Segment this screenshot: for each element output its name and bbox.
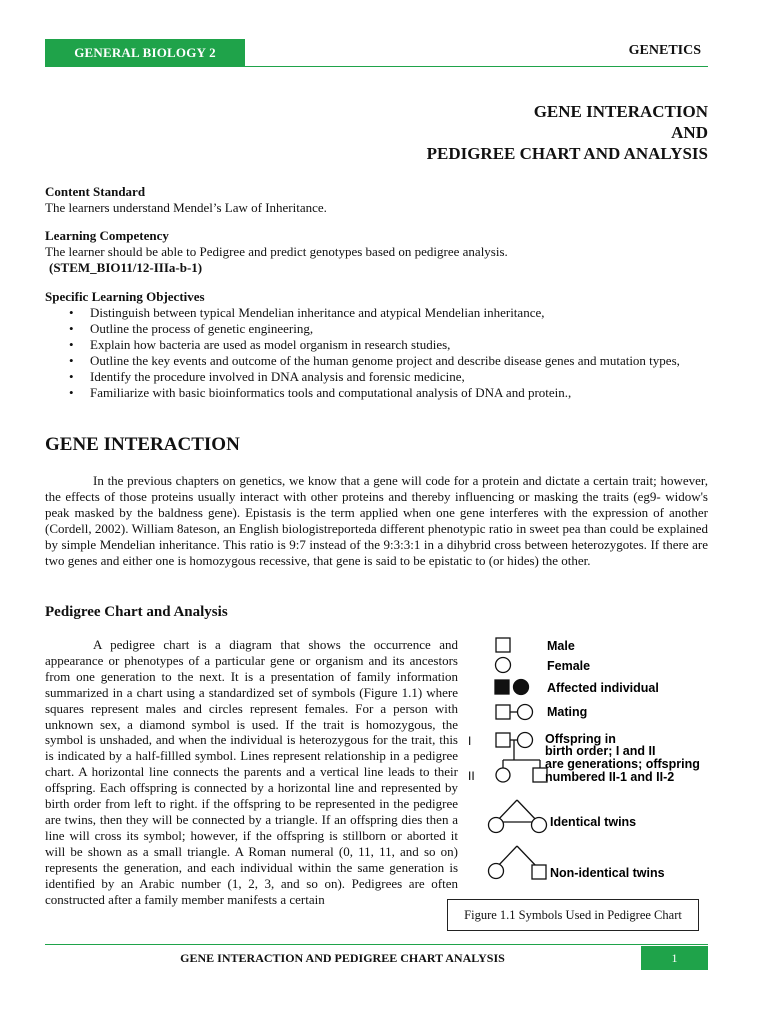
- label-offspring-1: Offspring in: [545, 732, 616, 746]
- figure-caption: Figure 1.1 Symbols Used in Pedigree Chart: [447, 899, 699, 931]
- title-line-2: AND: [671, 123, 708, 142]
- label-affected: Affected individual: [547, 681, 659, 695]
- label-male: Male: [547, 639, 575, 653]
- content-standard: [45, 184, 713, 216]
- mating-male-icon: [496, 705, 510, 719]
- list-item: • Outline the process of genetic engineering,: [69, 321, 314, 336]
- identical-twin-female-icon: [489, 818, 504, 833]
- bullet-icon: •: [69, 305, 74, 320]
- label-female: Female: [547, 659, 591, 673]
- mating-female-icon: [518, 705, 533, 720]
- parent-male-icon: [496, 733, 510, 747]
- page-number: 1: [641, 946, 708, 970]
- title-line-3: PEDIGREE CHART AND ANALYSIS: [426, 144, 708, 163]
- learning-competency: [45, 228, 713, 276]
- bullet-icon: •: [69, 369, 74, 384]
- label-offspring-4: numbered II-1 and II-2: [545, 770, 675, 784]
- label-identical-twins: Identical twins: [550, 815, 637, 829]
- learning-objectives: [45, 289, 713, 401]
- offspring-female-icon: [496, 768, 510, 782]
- pedigree-heading: Pedigree Chart and Analysis: [45, 604, 228, 620]
- label-nonidentical-twins: Non-identical twins: [550, 866, 665, 880]
- header-divider: [45, 66, 708, 67]
- female-circle-icon: [496, 658, 511, 673]
- generation-1-label: I: [468, 734, 472, 748]
- nonidentical-twin-female-icon: [489, 864, 504, 879]
- list-item: • Outline the key events and outcome of the human genome project and describe disease genes and mutation types,: [69, 353, 680, 368]
- content-standard-heading: Content Standard: [45, 184, 146, 199]
- page-title: [300, 101, 708, 164]
- label-offspring-2: birth order; I and II: [545, 744, 656, 758]
- parent-female-icon: [518, 733, 533, 748]
- bullet-icon: •: [69, 385, 74, 400]
- list-item: • Familiarize with basic bioinformatics tools and computational analysis of DNA and protein.,: [69, 385, 572, 400]
- pedigree-paragraph: A pedigree chart is a diagram that shows the occurrence and appearance or phenotypes of a particular gene or organism and its ancestors from one generation to the next. It is a presentation of family information summarized in a chart using a standardized set of symbols (Figure 1.1) where squares represent males and circles represent females. For a person with unknown sex, a diamond symbol is used. If the trait is homozygous, the symbol is unshaded, and when the individual is heterozygous for the trait, this is indicated by a half-fillled symbol. Lines represent relationship in a pedigree chart. A horizontal line connects the parents and a vertical line leads to their offspring. Each offspring is connected by a horizontal line and represented by birth order from left to right. if the offspring to be represented in the pedigree are twins, then they will be connected by a triangle. If an offspring dies then a line will cross its symbol; however, if the offspring is stillborn or aborted it will be shown as a small triangle. A Roman numeral (0, 11, 11, and so on) represents the generation, and each individual within the same generation is identified by an Arabic number (1, 2, 3, and so on). Pedigrees are often constructed after a family member manifests a certain: [45, 637, 458, 907]
- learning-competency-text: The learner should be able to Pedigree and predict genotypes based on pedigree analysis.: [45, 244, 508, 259]
- male-square-icon: [496, 638, 510, 652]
- gene-interaction-heading: GENE INTERACTION: [45, 434, 240, 455]
- footer-title: GENE INTERACTION AND PEDIGREE CHART ANALYSIS: [180, 951, 505, 965]
- title-line-1: GENE INTERACTION: [533, 102, 708, 121]
- label-offspring-3: are generations; offspring: [545, 757, 700, 771]
- content-standard-text: The learners understand Mendel’s Law of Inheritance.: [45, 200, 327, 215]
- gene-interaction-paragraph: In the previous chapters on genetics, we know that a gene will code for a protein and dictate a certain trait; however, the effects of those proteins usually interact with other proteins and thereby influencing or masking the traits (eg9- widow's peak masked by the baldness gene). Epistasis is the term applied when one gene interferes with the expression of another (Cordell, 2002). William 8ateson, an English biologistreporteda different phenotypic ratio in sweet pea than could be explained by simple Mendelian inheritance. This ratio is 9:7 instead of the 9:3:3:1 in a dihybrid cross between heterozygotes. If there are two genes and either one is homozygous recessive, that gene is said to be epistatic to (or hides) the other.: [45, 473, 708, 569]
- affected-female-icon: [514, 680, 529, 695]
- pedigree-symbols-figure: [460, 632, 720, 894]
- learning-competency-code: (STEM_BIO11/12-IIIa-b-1): [49, 260, 203, 275]
- bullet-icon: •: [69, 321, 74, 336]
- footer-divider: [45, 944, 708, 945]
- list-item: • Distinguish between typical Mendelian inheritance and atypical Mendelian inheritance,: [69, 305, 545, 320]
- course-tag: GENERAL BIOLOGY 2: [45, 39, 245, 66]
- list-item: • Identify the procedure involved in DNA analysis and forensic medicine,: [69, 369, 465, 384]
- generation-2-label: II: [468, 769, 475, 783]
- bullet-icon: •: [69, 353, 74, 368]
- bullet-icon: •: [69, 337, 74, 352]
- affected-male-icon: [495, 680, 509, 694]
- nonidentical-twin-male-icon: [532, 865, 546, 879]
- label-mating: Mating: [547, 705, 588, 719]
- identical-twin-female-icon: [532, 818, 547, 833]
- learning-competency-heading: Learning Competency: [45, 228, 169, 243]
- objectives-heading: Specific Learning Objectives: [45, 289, 205, 304]
- list-item: • Explain how bacteria are used as model organism in research studies,: [69, 337, 451, 352]
- subject-label: GENETICS: [628, 43, 701, 58]
